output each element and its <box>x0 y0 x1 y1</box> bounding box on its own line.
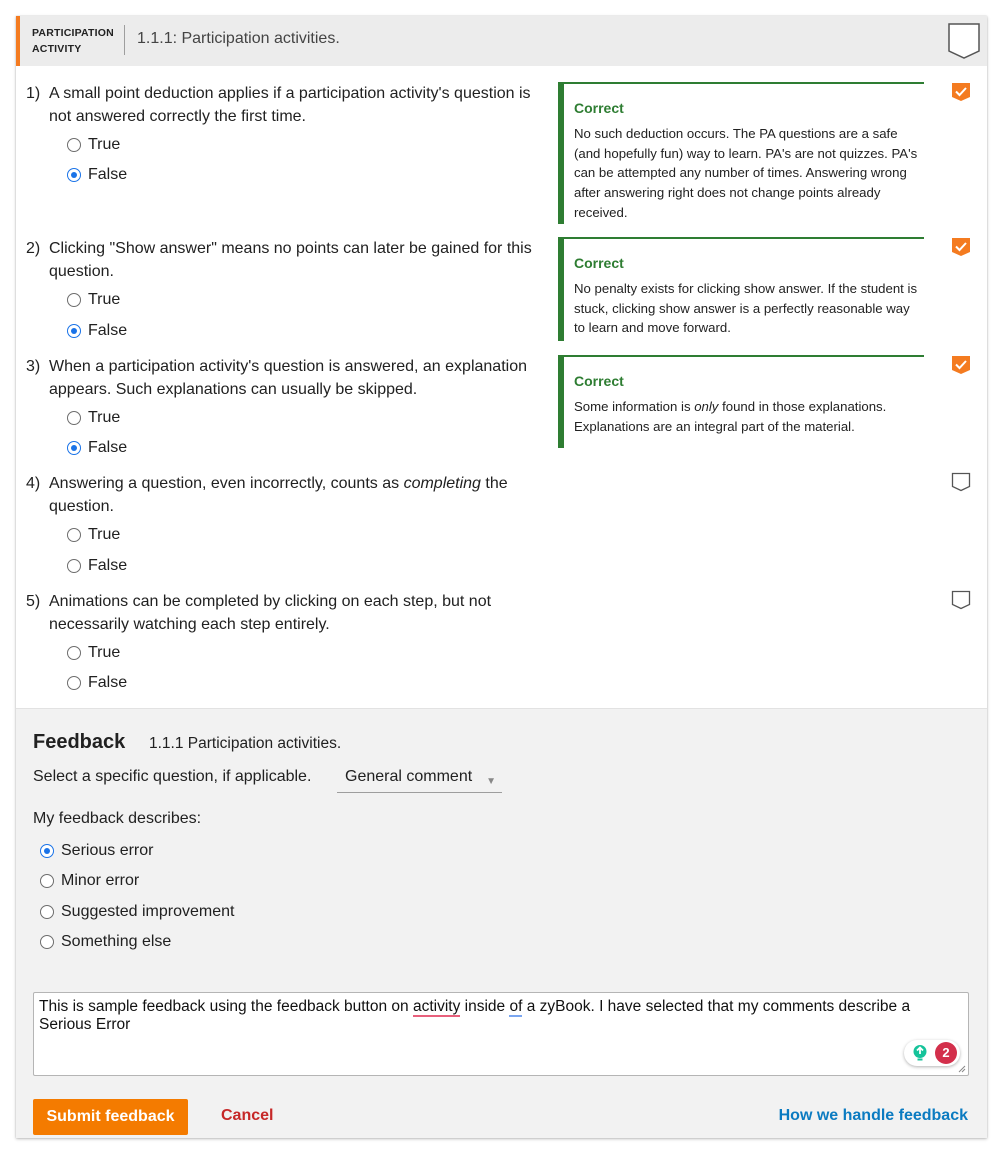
activity-title: 1.1.1: Participation activities. <box>137 30 340 47</box>
feedback-title: Feedback <box>33 731 126 753</box>
grammar-issue-count-badge: 2 <box>935 1042 957 1064</box>
question-1-text: A small point deduction applies if a participation activity's question is not answered correctly the first time. <box>49 85 531 125</box>
radio-button-selected[interactable] <box>67 168 81 182</box>
feedback-describes-label: My feedback describes: <box>33 810 202 827</box>
question-2-text: Clicking "Show answer" means no points can later be gained for this question. <box>49 240 532 280</box>
grammar-flagged-word: of <box>509 998 523 1015</box>
radio-button-selected[interactable] <box>67 324 81 338</box>
radio-button[interactable] <box>67 293 81 307</box>
feedback-textarea[interactable]: This is sample feedback using the feedback button on activity inside of a zyBook. I have selected that my comments describe a Serious Error 2 <box>33 992 969 1076</box>
submit-feedback-button[interactable]: Submit feedback <box>33 1099 188 1135</box>
question-3-complete-check-icon <box>951 355 971 375</box>
completion-badge-icon <box>947 22 981 60</box>
how-we-handle-feedback-link[interactable]: How we handle feedback <box>778 1107 968 1124</box>
feedback-subtitle: 1.1.1 Participation activities. <box>149 735 342 752</box>
question-select-dropdown[interactable]: General comment ▼ <box>337 766 502 793</box>
grammar-assistant-widget[interactable] <box>904 1040 960 1066</box>
radio-button[interactable] <box>67 411 81 425</box>
question-select-label: Select a specific question, if applicable. <box>33 768 312 785</box>
radio-button[interactable] <box>40 874 54 888</box>
radio-button[interactable] <box>67 676 81 690</box>
activity-header <box>16 16 987 66</box>
grammar-assistant-icon <box>911 1044 929 1062</box>
radio-button[interactable] <box>40 905 54 919</box>
radio-button[interactable] <box>67 559 81 573</box>
radio-button-selected[interactable] <box>40 844 54 858</box>
question-5-text: Animations can be completed by clicking on each step, but not necessarily watching each step entirely. <box>49 593 492 633</box>
activity-type-label: PARTICIPATION ACTIVITY <box>32 27 114 55</box>
radio-button[interactable] <box>67 138 81 152</box>
question-1-complete-check-icon <box>951 82 971 102</box>
question-2-explanation: Correct No penalty exists for clicking show answer. If the student is stuck, clicking show answer is a perfectly reasonable way to learn and move forward. <box>558 237 924 341</box>
feedback-panel: Feedback 1.1.1 Participation activities. Select a specific question, if applicable. General comment ▼ My feedback describes: Serious error Minor error Suggested improvement Something else This is sample feedback using the feedback button on activity inside of a zyBook. I have selected that my comments describe a Serious Error 2 Submit feedback Cancel How we handle feedback <box>16 708 987 1138</box>
cancel-button[interactable]: Cancel <box>221 1107 274 1124</box>
question-3-text: When a participation activity's question is answered, an explanation appears. Such explanations can usually be skipped. <box>49 358 527 398</box>
radio-button[interactable] <box>40 935 54 949</box>
dropdown-caret-icon: ▼ <box>486 776 496 787</box>
radio-button[interactable] <box>67 528 81 542</box>
resize-handle-icon[interactable] <box>958 1065 966 1073</box>
radio-button[interactable] <box>67 646 81 660</box>
question-2-complete-check-icon <box>951 237 971 257</box>
radio-button-selected[interactable] <box>67 441 81 455</box>
header-divider <box>124 25 125 55</box>
question-1-explanation: Correct No such deduction occurs. The PA questions are a safe (and hopefully fun) way to learn. PA's are not quizzes. PA's can be attempted any number of times. Answering wrong after answering right does not change points already received. <box>558 82 924 224</box>
question-5-incomplete-icon <box>951 590 971 610</box>
spellcheck-flagged-word: activity <box>412 998 461 1015</box>
question-3-explanation: Correct Some information is only found in those explanations. Explanations are an integral part of the material. <box>558 355 924 448</box>
question-4-text: Answering a question, even incorrectly, counts as completing the question. <box>49 475 508 515</box>
question-4-incomplete-icon <box>951 472 971 492</box>
participation-activity-card: PARTICIPATION ACTIVITY 1.1.1: Participation activities. 1) A small point deduction applies if a participation activity's question is not answered correctly the first time. True False Correct No such deduction occurs. The PA questions are a safe (and hopefully fun) way to learn. PA's are not quizzes. PA's can be attempted any number of times. Answering wrong after answering right does not change points already received. 2) Clicking "Show answer" means no points can later be gained for this question. True False Correct No penalty exists for clicking show answer. If the student is stuck, clicking show answer is a perfectly reasonable way to learn and move forward. 3) When a participation activity's question is answered, an explanation appears. Such explanations can usually be skipped. True False Correct Some information is only found in those explanations. Explanations are an integral part of the material. 4) Answering a question, even incorrectly, counts as completing the question. True False 5) Animations can be completed by clicking on each step, but not necessarily watching each step entirely. True False Feedback 1.1.1 Participation activities. Select a specific question, if applicable. General comment ▼ My feedback describes: Serious error Minor error Suggested improvement Something else This is sample feedback using the feedback button on activity inside of a zyBook. I have selected that my comments describe a Serious Error 2 Submit feedback Cancel How we handle feedback <box>16 16 987 1138</box>
